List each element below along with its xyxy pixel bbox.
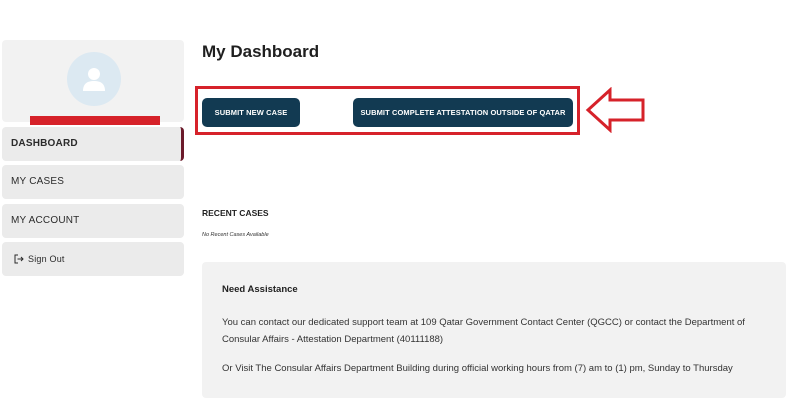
recent-cases-empty-text: No Recent Cases Available [202,232,269,238]
assistance-visit-text: Or Visit The Consular Affairs Department Building during official working hours from (7) am to (1) pm, Sunday to Thursday [222,363,733,374]
sign-out-icon [14,254,24,264]
submit-attestation-outside-qatar-button[interactable]: SUBMIT COMPLETE ATTESTATION OUTSIDE OF QATAR [353,98,573,127]
sidebar-item-label: DASHBOARD [11,138,78,149]
user-icon [82,66,106,92]
assistance-contact-text: You can contact our dedicated support team at 109 Qatar Government Contact Center (QGCC) or contact the Department of Consular Affairs - Attestation Department (40111188) [222,317,745,345]
assistance-heading: Need Assistance [222,284,298,295]
page-title: My Dashboard [202,42,320,61]
submit-new-case-button[interactable]: SUBMIT NEW CASE [202,98,300,127]
recent-cases-heading: RECENT CASES [202,208,269,218]
sidebar-item-my-account[interactable] [2,204,184,238]
redacted-username [30,116,160,125]
sign-out-label: Sign Out [28,254,65,264]
sidebar-item-dashboard[interactable] [2,127,184,161]
assistance-card [202,262,786,398]
sidebar-item-my-cases[interactable] [2,165,184,199]
avatar [67,52,121,106]
sidebar-item-label: MY CASES [11,176,65,187]
sidebar-item-label: MY ACCOUNT [11,215,80,226]
annotation-arrow-icon [585,87,647,133]
profile-card [2,40,184,122]
sign-out-button[interactable] [2,242,184,276]
